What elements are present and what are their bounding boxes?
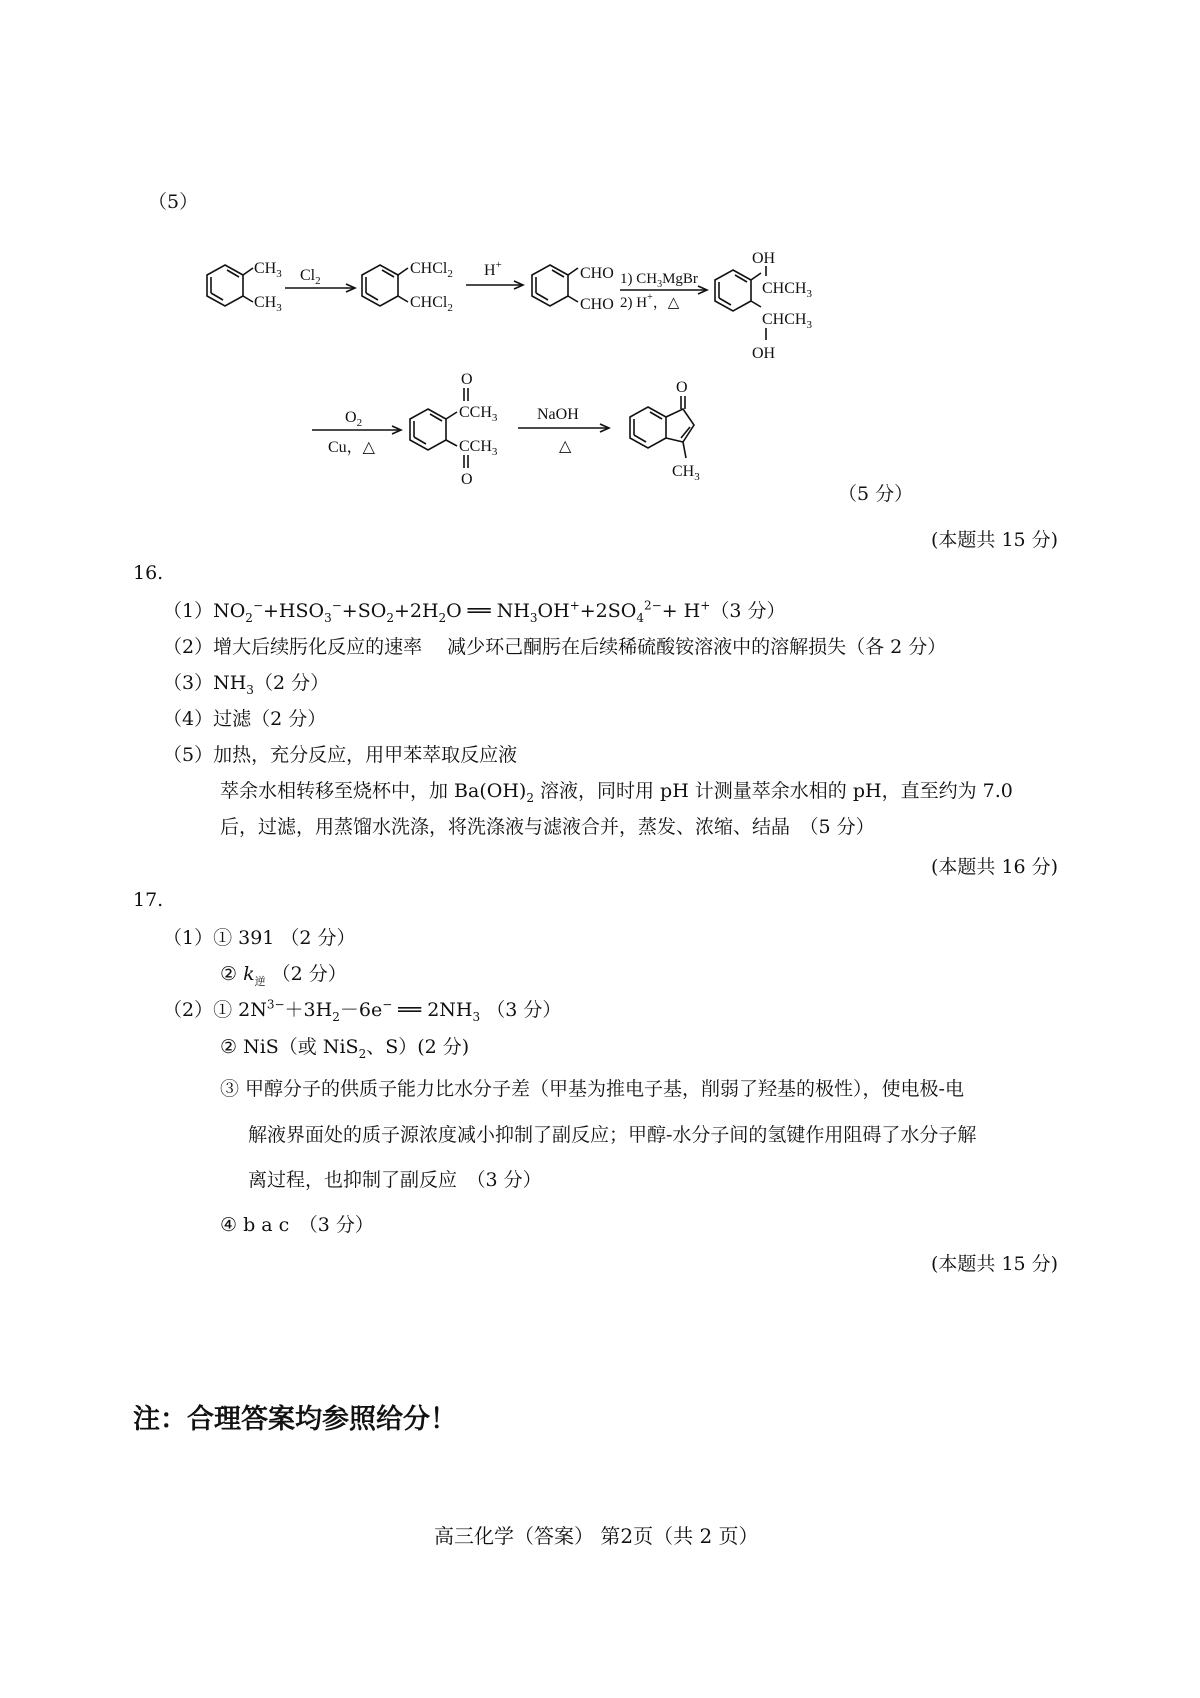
note-heading: 注：合理答案均参照给分！	[133, 1404, 457, 1435]
svg-text:O2: $O_2$	[345, 409, 363, 429]
svg-text:O: O	[461, 471, 473, 488]
arrow-naoh	[518, 406, 609, 455]
q16-p5-b: 萃余水相转移至烧杯中，加 $Ba(OH)_2$ 溶液，同时用 pH 计测量萃余水相的 pH，直至约为 7.0	[220, 780, 1013, 805]
q16-total: (本题共 16 分)	[931, 856, 1059, 878]
q17-number: 17.	[133, 889, 164, 911]
q16-p4: （4）过滤（2 分）	[163, 708, 327, 730]
svg-text:△: △	[559, 438, 572, 455]
q17-p2-3-line3: 离过程，也抑制了副反应 （3 分）	[248, 1169, 542, 1191]
svg-text:CCH3: $CCH_3$	[459, 438, 498, 458]
q16-number: 16.	[133, 562, 164, 584]
svg-text:CCH3: $CCH_3$	[459, 404, 498, 424]
q15-score: （5 分）	[838, 483, 914, 505]
svg-text:CHO: CHO	[580, 296, 614, 313]
svg-text:Cl2: $Cl_2$	[300, 267, 321, 287]
page-footer: 高三化学（答案） 第2页（共 2 页）	[434, 1524, 759, 1548]
q16-p5-c: 后，过滤，用蒸馏水洗涤，将洗涤液与滤液合并，蒸发、浓缩、结晶 （5 分）	[220, 816, 875, 838]
svg-text:NaOH: NaOH	[537, 406, 579, 423]
arrow-oxidation	[312, 409, 401, 456]
q17-p1-2: ② $k_逆$ （2 分）	[220, 963, 347, 988]
ring-diol	[715, 250, 812, 362]
arrow-h-plus	[466, 259, 523, 289]
product-methylindenone	[630, 379, 700, 483]
q16-p5-a: （5）加热，充分反应，用甲苯萃取反应液	[163, 744, 518, 766]
q17-p2-2: ② NiS（或 NiS$_2$、S）(2 分)	[220, 1036, 470, 1061]
q17-p1-1: （1）① 391 （2 分）	[163, 927, 356, 949]
svg-text:CHCl2: CHCl$_2$	[410, 260, 453, 280]
xylene-ch3-bottom: $CH_3$	[254, 294, 282, 314]
ring-phthalaldehyde	[532, 265, 614, 313]
svg-text:2) H+，△: 2) H+，△	[620, 292, 680, 311]
q17-p2-4: ④ b a c （3 分）	[220, 1214, 374, 1236]
q17-p2-3-line1: ③ 甲醇分子的供质子能力比水分子差（甲基为推电子基，削弱了羟基的极性），使电极-电	[220, 1078, 964, 1100]
q17-p2-3-line2: 解液界面处的质子源浓度减小抑制了副反应；甲醇-水分子间的氢键作用阻碍了水分子解	[248, 1124, 977, 1146]
svg-text:1) CH3MgBr: 1) $CH_3MgBr$	[620, 271, 698, 290]
arrow-cl2	[285, 267, 355, 292]
svg-text:CHCH3: $CHCH_3$	[762, 311, 812, 331]
q17-total: (本题共 15 分)	[931, 1253, 1059, 1275]
reaction-scheme	[0, 0, 1200, 520]
svg-text:CH3: $CH_3$	[672, 463, 700, 483]
xylene-ch3-top: $CH_3$	[254, 260, 282, 280]
svg-text:OH: OH	[752, 250, 776, 267]
svg-text:CHO: CHO	[580, 265, 614, 282]
svg-text:CHCH3: $CHCH_3$	[762, 280, 812, 300]
svg-text:O: O	[461, 371, 473, 388]
q17-p2-1: （2）① $2N^{3-}+3H_2-6e^-$ ══ $2NH_3$ （3 分）	[163, 997, 562, 1024]
arrow-grignard	[620, 271, 707, 311]
q16-p2: （2）增大后续肟化反应的速率 减少环己酮肟在后续稀硫酸铵溶液中的溶解损失（各 2 分）	[163, 636, 947, 658]
ring-bis-dichloromethyl	[362, 260, 453, 314]
svg-text:O: O	[676, 379, 688, 396]
svg-text:CHCl2: CHCl$_2$	[410, 294, 453, 314]
svg-text:H+: H+	[484, 259, 502, 279]
ring-diketone	[410, 371, 498, 488]
q16-p3: $(3)NH_3(2$ 分）	[163, 672, 330, 697]
ring-o-xylene	[207, 260, 282, 314]
svg-text:Cu，△: Cu，△	[328, 439, 375, 456]
q16-p1: $(1)NO_2^-+HSO_3^-+SO_2+2H_2O$ ══ $NH_3OH^++2SO_4^{2-}+ H^+(3$ 分）	[163, 598, 786, 625]
svg-text:OH: OH	[752, 345, 776, 362]
q15-total: (本题共 15 分)	[931, 529, 1059, 551]
q15-part5-label: （5）	[148, 191, 199, 213]
